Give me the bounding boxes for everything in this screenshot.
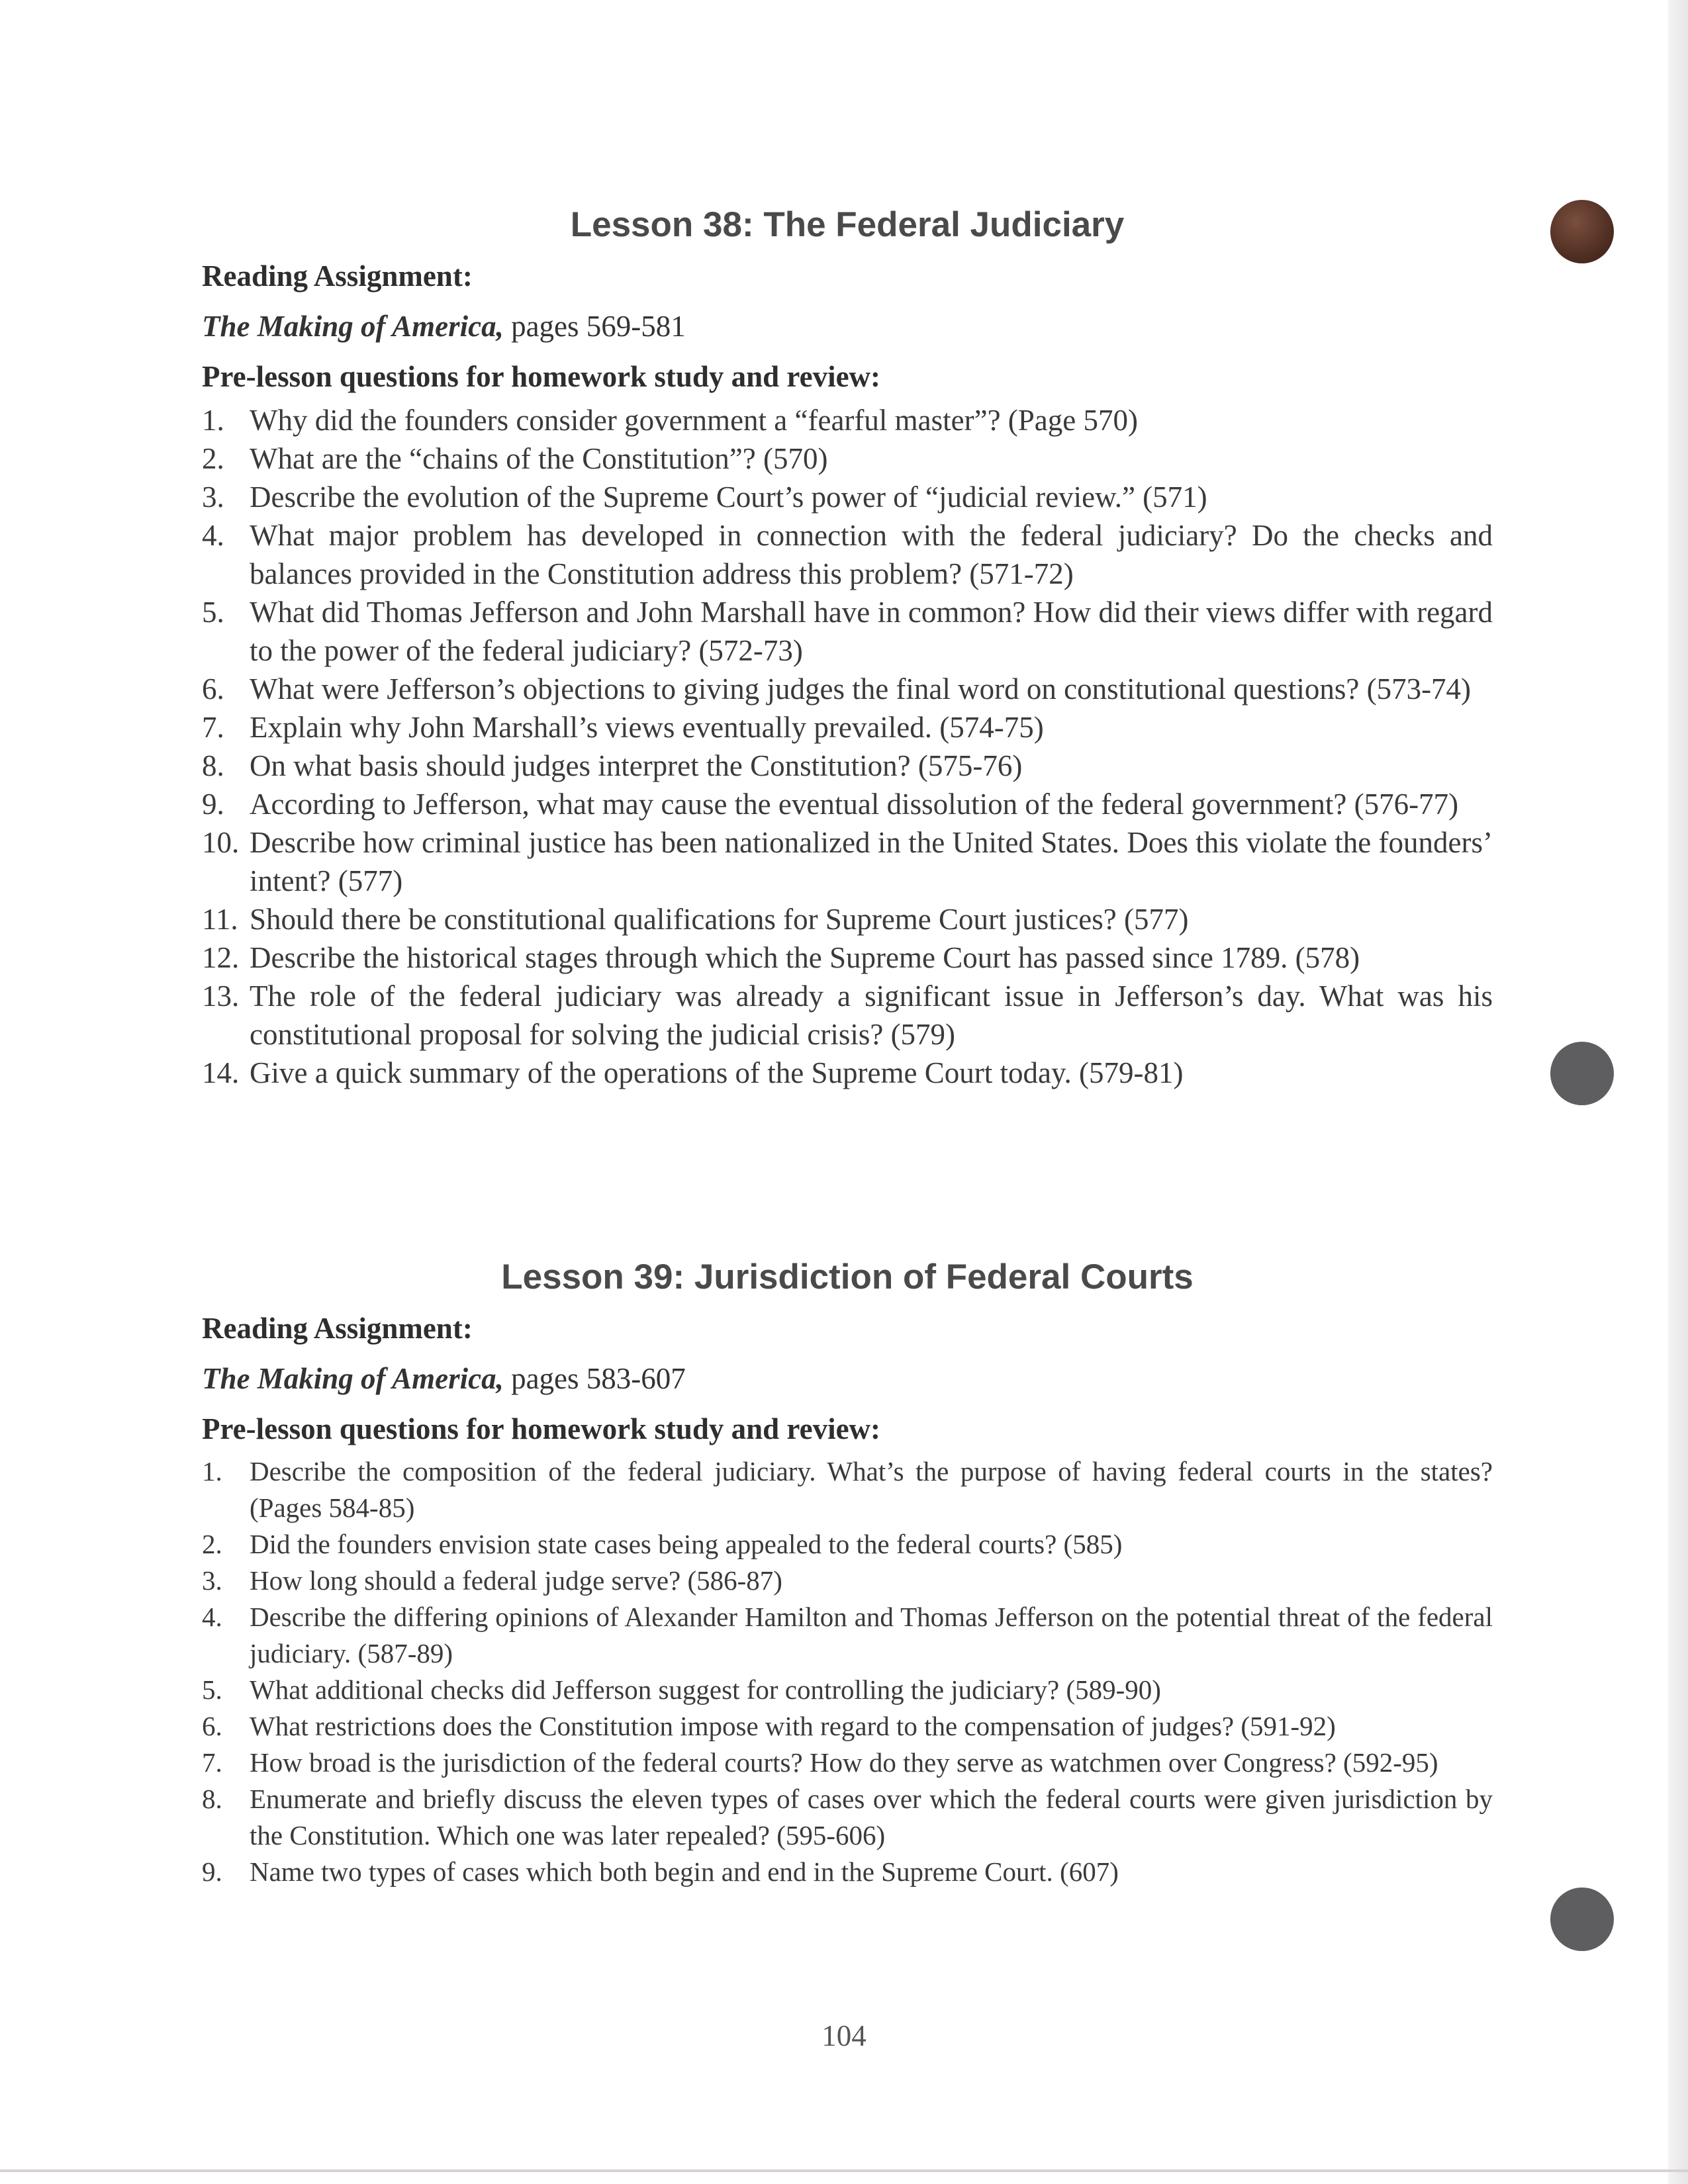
question-text: Describe how criminal justice has been nationalized in the United States. Does this violate the founders’ intent? (577) [250,826,1493,897]
question-item [202,1745,1493,1781]
question-number: 4. [202,1602,222,1632]
question-list [202,1453,1493,1890]
question-item [202,900,1493,938]
question-number: 5. [202,1674,222,1705]
question-item [202,785,1493,823]
reading-assignment [202,300,1493,352]
question-text: How broad is the jurisdiction of the federal courts? How do they serve as watchmen over Congress? (592-95) [250,1747,1438,1778]
question-text: Did the founders envision state cases being appealed to the federal courts? (585) [250,1529,1123,1559]
question-item [202,938,1493,977]
question-text: Should there be constitutional qualifications for Supreme Court justices? (577) [250,903,1189,936]
question-number: 3. [202,1565,222,1596]
binder-hole-top [1550,200,1614,263]
question-text: How long should a federal judge serve? (586-87) [250,1565,782,1596]
book-title: The Making of America, [202,1362,504,1395]
reading-pages: pages 583-607 [503,1362,686,1395]
page-number: 104 [821,2019,867,2052]
question-text: What did Thomas Jefferson and John Marshall have in common? How did their views differ with regard to the power of the federal judiciary? (572-73) [250,596,1493,667]
question-text: Enumerate and briefly discuss the eleven types of cases over which the federal courts were given jurisdiction by the Constitution. Which one was later repealed? (595-606) [250,1784,1493,1850]
question-text: Why did the founders consider government a “fearful master”? (Page 570) [250,404,1138,437]
question-item [202,478,1493,516]
questions-label: Pre-lesson questions for homework study and review: [202,1412,881,1445]
question-item [202,977,1493,1054]
question-item [202,1599,1493,1672]
reading-assignment-label: Reading Assignment: [202,259,473,293]
lesson-title: Lesson 39: Jurisdiction of Federal Courts [501,1257,1194,1297]
question-item [202,1453,1493,1526]
question-number: 6. [202,672,224,705]
question-item [202,1054,1493,1092]
lesson-title: Lesson 38: The Federal Judiciary [570,205,1125,244]
binder-hole-middle [1550,1042,1614,1105]
reading-assignment-label: Reading Assignment: [202,1312,473,1345]
question-number: 5. [202,596,224,629]
binder-hole-bottom [1550,1888,1614,1951]
question-number: 14. [202,1056,240,1089]
question-number: 6. [202,1711,222,1741]
question-number: 12. [202,941,240,974]
question-item [202,823,1493,900]
question-number: 1. [202,404,224,437]
question-number: 7. [202,1747,222,1778]
question-number: 2. [202,1529,222,1559]
question-item [202,593,1493,670]
question-item [202,670,1493,708]
question-text: Describe the historical stages through which the Supreme Court has passed since 1789. (578) [250,941,1360,974]
question-text: What restrictions does the Constitution impose with regard to the compensation of judges? (591-92) [250,1711,1336,1741]
question-text: Describe the evolution of the Supreme Court’s power of “judicial review.” (571) [250,480,1207,514]
question-item [202,401,1493,439]
question-text: What were Jefferson’s objections to giving judges the final word on constitutional questions? (573-74) [250,672,1472,705]
question-number: 4. [202,519,224,552]
page-edge-shadow [1668,0,1688,2184]
question-item [202,1781,1493,1854]
question-item [202,1563,1493,1599]
question-item [202,439,1493,478]
question-item [202,708,1493,747]
reading-pages: pages 569-581 [503,310,686,343]
question-text: Describe the differing opinions of Alexander Hamilton and Thomas Jefferson on the potential threat of the federal judiciary. (587-89) [250,1602,1493,1668]
questions-label: Pre-lesson questions for homework study and review: [202,360,881,393]
question-number: 7. [202,711,224,744]
page-bottom-edge [0,2169,1688,2172]
question-item [202,516,1493,593]
question-item [202,1526,1493,1563]
book-title: The Making of America, [202,310,504,343]
question-text: On what basis should judges interpret the Constitution? (575-76) [250,749,1023,782]
reading-assignment [202,1353,1493,1404]
question-number: 11. [202,903,238,936]
question-text: What are the “chains of the Constitution”? (570) [250,442,828,475]
question-item [202,1854,1493,1890]
question-item [202,1672,1493,1708]
question-number: 2. [202,442,224,475]
question-number: 1. [202,1456,222,1486]
question-text: Give a quick summary of the operations of the Supreme Court today. (579-81) [250,1056,1184,1089]
question-text: Explain why John Marshall’s views eventually prevailed. (574-75) [250,711,1044,744]
question-number: 13. [202,979,240,1013]
question-number: 9. [202,1856,222,1887]
question-number: 10. [202,826,240,859]
question-text: Name two types of cases which both begin and end in the Supreme Court. (607) [250,1856,1119,1887]
question-text: The role of the federal judiciary was already a significant issue in Jefferson’s day. What was his constitutional proposal for solving the judicial crisis? (579) [250,979,1493,1051]
question-text: What major problem has developed in connection with the federal judiciary? Do the checks and balances provided in the Constitution address this problem? (571-72) [250,519,1493,590]
question-number: 8. [202,749,224,782]
question-number: 8. [202,1784,222,1814]
question-item [202,1708,1493,1745]
question-number: 3. [202,480,224,514]
question-list [202,401,1493,1092]
question-item [202,747,1493,785]
question-text: Describe the composition of the federal judiciary. What’s the purpose of having federal courts in the states? (Pages 584-85) [250,1456,1493,1523]
question-number: 9. [202,788,224,821]
lesson-38-section [202,199,1493,1092]
lesson-39-section [202,1251,1493,1890]
question-text: What additional checks did Jefferson suggest for controlling the judiciary? (589-90) [250,1674,1161,1705]
question-text: According to Jefferson, what may cause the eventual dissolution of the federal government? (576-77) [250,788,1459,821]
